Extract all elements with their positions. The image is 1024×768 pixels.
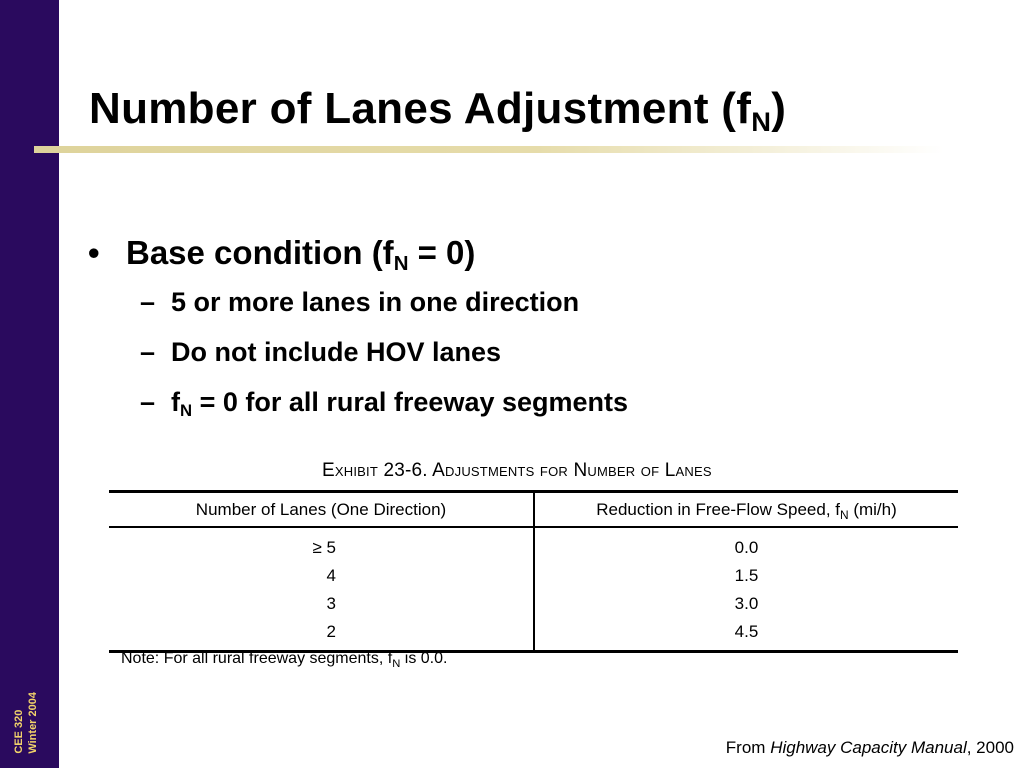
cell-lanes xyxy=(109,590,534,618)
title-subscript: N xyxy=(751,106,772,138)
cell-lanes-value: 2 xyxy=(326,622,336,641)
note-subscript: N xyxy=(392,657,401,670)
bullet-dot: • xyxy=(88,234,100,271)
source-book: Highway Capacity Manual xyxy=(770,738,967,757)
sub-bullet-text: Do not include HOV lanes xyxy=(171,337,502,367)
sub-bullet-rural xyxy=(140,387,629,421)
cell-lanes xyxy=(109,562,534,590)
bullet-rest: = 0) xyxy=(408,234,476,271)
cell-lanes-value: 3 xyxy=(326,594,336,613)
course-label xyxy=(12,692,40,754)
cell-lanes-value: 4 xyxy=(326,566,336,585)
sub-bullet-subscript: N xyxy=(180,401,193,421)
cell-lanes xyxy=(109,527,534,562)
cell-lanes xyxy=(109,618,534,652)
sub-bullet-hov xyxy=(140,337,501,368)
source-citation xyxy=(726,738,1014,758)
header-reduction xyxy=(534,492,958,528)
cell-reduction: 1.5 xyxy=(734,566,759,585)
table-row xyxy=(109,618,958,652)
bullet-text: Base condition (f xyxy=(126,234,394,271)
bullet-base-condition xyxy=(88,234,476,276)
table-header-row xyxy=(109,492,958,528)
source-suffix: , 2000 xyxy=(966,738,1014,757)
header-reduction-unit: (mi/h) xyxy=(848,499,897,519)
title-underline xyxy=(34,146,944,153)
header-lanes: Number of Lanes (One Direction) xyxy=(109,492,534,528)
sub-bullet-prefix: f xyxy=(171,387,180,417)
slide-title xyxy=(89,84,787,138)
sub-bullet-text: = 0 for all rural freeway segments xyxy=(192,387,629,417)
header-reduction-subscript: N xyxy=(840,507,849,522)
course-term: Winter 2004 xyxy=(27,692,39,754)
bullet-subscript: N xyxy=(393,252,409,276)
note-rest: is 0.0. xyxy=(400,650,448,667)
table-row xyxy=(109,590,958,618)
exhibit-table xyxy=(109,490,958,653)
cell-reduction: 4.5 xyxy=(534,618,958,652)
cell-reduction: 0.0 xyxy=(734,538,759,557)
cell-reduction: 3.0 xyxy=(734,594,759,613)
table-note xyxy=(121,650,447,668)
sidebar-band xyxy=(0,0,59,768)
sub-bullet-lanes xyxy=(140,287,579,318)
dash: – xyxy=(140,337,156,367)
source-prefix: From xyxy=(725,738,771,757)
dash: – xyxy=(140,387,156,417)
dash: – xyxy=(140,287,156,317)
course-code: CEE 320 xyxy=(13,709,25,754)
header-reduction-text: Reduction in Free-Flow Speed, f xyxy=(596,499,841,519)
title-text: Number of Lanes Adjustment (f xyxy=(89,84,752,133)
table-row xyxy=(109,527,958,562)
title-close: ) xyxy=(771,84,787,133)
cell-lanes-value: ≥ 5 xyxy=(312,538,336,557)
sub-bullet-text: 5 or more lanes in one direction xyxy=(171,287,580,317)
table-row xyxy=(109,562,958,590)
note-text: Note: For all rural freeway segments, f xyxy=(121,650,393,667)
exhibit-title: Exhibit 23-6. Adjustments for Number of Lanes xyxy=(322,460,712,481)
